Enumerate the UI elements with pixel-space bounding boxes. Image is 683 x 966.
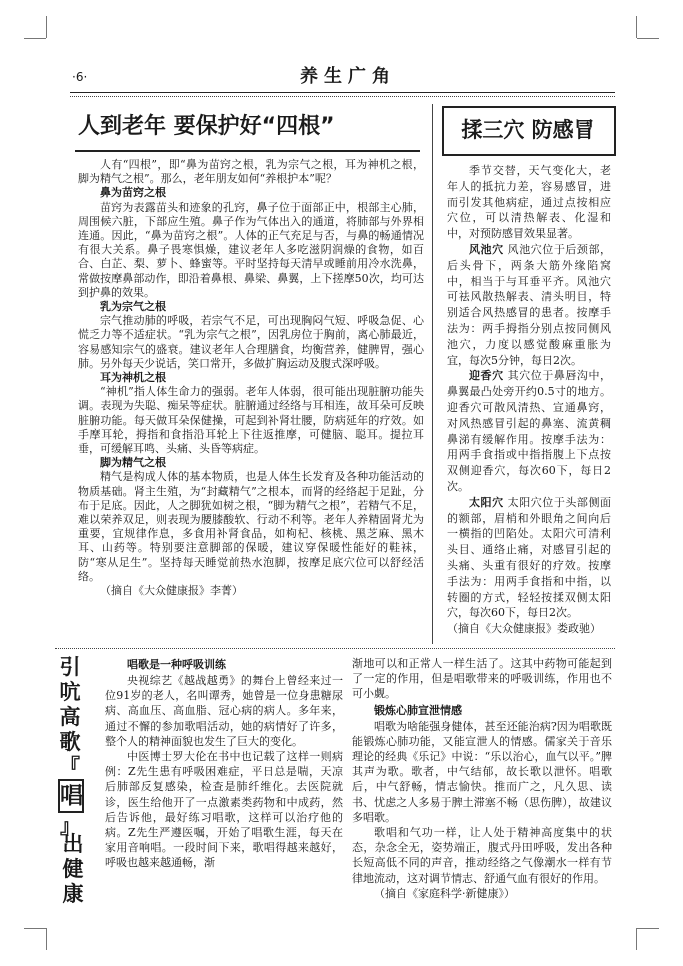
section-divider [55, 648, 615, 649]
acupoint-taiyang [447, 495, 611, 621]
title-char: 高 [59, 705, 81, 729]
crop-mark [24, 38, 46, 39]
crop-mark [46, 16, 47, 38]
title-char: 歌 [59, 730, 81, 754]
title-char: 吭 [59, 680, 81, 704]
article2-body [447, 163, 611, 637]
acupoint-text: 风池穴位于后颈部，后头骨下，两条大筋外缘陷窝中，相当于与耳垂平齐。风池穴可祛风散热解表、清头明目，特别适合风热感冒的患者。按摩手法为：两手拇指分别点按同侧风池穴，力度以感觉酸麻重胀为宜，每次5分钟，每日2次。 [447, 242, 611, 367]
article1-body [78, 158, 424, 598]
acupoint-name: 风池穴 [469, 242, 504, 256]
article1-heading-foot: 脚为精气之根 [100, 456, 166, 470]
acupoint-text: 太阳穴位于头部侧面的额部，眉梢和外眼角之间向后一横指的凹陷处。太阳穴可清利头目、通络止痛，对感冒引起的头痛、头重有很好的疗效。按摩手法为：用两手食指和中指，以转圈的方式，轻轻按揉双侧太阳穴，每次60下，每日2次。 [447, 495, 611, 620]
title-bracket-open: 『 [60, 754, 80, 778]
article3-paragraph: 歌唱和气功一样，让人处于精神高度集中的状态，杂念全无，姿势端正，腹式丹田呼吸，发出各种长短高低不同的声音，推动经络之气像潮水一样有节律地流动，这对调节情志、舒通气血有很好的作用。 [352, 826, 612, 885]
article1-text-foot: 精气是构成人体的基本物质，也是人体生长发育及各种功能活动的物质基础。肾主生殖，为“封藏精气”之根本，而肾的经络起于足趾，分布于足底。因此，人之脚犹如树之根，“脚为精气之根”，若精气不足，难以荣养双足，则表现为腰膝酸软、行动不利等。老年人养精固肾尤为重要，宜规律作息，多食用补肾食品，如枸杞、核桃、黑芝麻、黑木耳、山药等。特别要注意脚部的保暖，建议穿保暖性能好的鞋袜，防“寒从足生”。坚持每天睡觉前热水泡脚，按摩足底穴位可以舒经活络。 [78, 470, 424, 583]
section-title: 养生广角 [300, 66, 396, 87]
article1-text-ear: “神机”指人体生命力的强弱。老年人体弱，很可能出现脏腑功能失调。表现为失聪、痴呆等症状。脏腑通过经络与耳相连，故耳朵可反映脏腑功能。每天做耳朵保健操，可起到补肾壮腰，防病延年的疗效。如手摩耳轮，拇指和食指沿耳轮上下往返推摩，可健脑、聪耳。提拉耳垂，可缓解耳鸣、头痛、头昏等病症。 [78, 385, 424, 456]
column-divider [432, 104, 433, 644]
article1-heading-breast: 乳为宗气之根 [100, 300, 166, 314]
article3-title-left [58, 655, 82, 837]
crop-mark [636, 928, 637, 950]
article3-heading2: 锻炼心肺宣泄情感 [374, 703, 462, 717]
title-char-sing: 唱 [58, 779, 84, 813]
article3-column2 [352, 656, 612, 901]
article1-text-breast: 宗气推动肺的呼吸，若宗气不足，可出现胸闷气短、呼吸急促、心慌乏力等不适症状。“乳为宗气之根”，因乳房位于胸前，离心肺最近，容易感知宗气的盛衰。建议老年人合理膳食，均衡营养，健脾胃，强心肺。另外每天少说话，笑口常开，多做扩胸运动及腹式深呼吸。 [78, 314, 424, 370]
article1-heading-nose: 鼻为苗窍之根 [100, 186, 166, 200]
acupoint-text: 其穴位于鼻唇沟中，鼻翼最凸处旁开约0.5寸的地方。迎香穴可散风清热、宣通鼻窍，对风热感冒引起的鼻塞、流黄稠鼻涕有缓解作用。按摩手法为：用两手食指或中指指腹上下点按双侧迎香穴，每次60下，每日2次。 [447, 369, 611, 493]
article1-title: 人到老年 要保护好“四根” [78, 114, 335, 139]
title-char: 出 [62, 832, 84, 856]
article3-title-right [60, 832, 86, 907]
article3-column1 [105, 656, 343, 871]
article3-heading1: 唱歌是一种呼吸训练 [127, 658, 226, 671]
article2-credit: （摘自《大众健康报》娄政驰） [447, 622, 601, 636]
article3-continuation: 渐地可以和正常人一样生活了。这其中药物可能起到了一定的作用，但是唱歌带来的呼吸训练，作用也不可小觑。 [352, 657, 612, 701]
article1-title-rule [75, 150, 420, 152]
acupoint-fengchi [447, 242, 611, 368]
article3-paragraph: 央视综艺《越战越勇》的舞台上曾经来过一位91岁的老人，名叫谭秀，她曾是一位身患糖尿病、高血压、高血脂、冠心病的病人。多年来，通过不懈的参加歌唱活动，她的病情好了许多，整个人的精神面貌也发生了巨大的变化。 [105, 674, 343, 748]
article1-text-nose: 苗窍为表露苗头和迹象的孔窍，鼻子位于面部正中，根部主心肺，周围候六脏，下部应生殖。鼻子作为气体出入的通道，将肺部与外界相连通。因此，“鼻为苗窍之根”。人体的正气充足与否，与鼻的畅通情况有很大关系。鼻子畏寒惧燥，建议老年人多吃滋阴润燥的食物，如百合、白芷、梨、萝卜、蜂蜜等。平时坚持每天清早或睡前用冷水洗鼻，常做按摩鼻部动作，即沿着鼻根、鼻梁、鼻翼，上下搓摩50次，均可达到护鼻的效果。 [78, 200, 424, 299]
crop-mark [637, 38, 659, 39]
crop-mark [24, 928, 46, 929]
header-dotted-rule [70, 96, 615, 97]
crop-mark [636, 16, 637, 38]
article2-intro: 季节交替，天气变化大，老年人的抵抗力差，容易感冒，进而引发其他病症，通过点按相应穴位，可以清热解表、化湿和中，对预防感冒效果显著。 [447, 164, 611, 241]
crop-mark [637, 928, 659, 929]
page-number: ·6· [72, 70, 88, 84]
title-char: 康 [62, 882, 84, 906]
acupoint-name: 太阳穴 [469, 495, 504, 509]
article1-credit: （摘自《大众健康报》李菁） [100, 584, 243, 598]
article3-paragraph: 中医博士罗大伦在书中也记载了这样一则病例：Z先生患有呼吸困难症，平日总是喘，天凉后肺部反复感染，检查是肺纤维化。去医院就诊，医生给他开了一点激素类药物和中成药，然后告诉他，最好练习唱歌，这样可以治疗他的病。Z先生严遵医嘱，开始了唱歌生涯，每天在家用音响唱。一段时间下来，歌唱得越来越好，呼吸也越来越通畅，渐 [105, 750, 343, 870]
article3-paragraph: 唱歌为啥能强身健体，甚至还能治病?因为唱歌既能锻炼心肺功能，又能宣泄人的情感。儒家关于音乐理论的经典《乐记》中说：“乐以治心，血气以平。”脾其声为歌。歌者，中气结郁，故长歌以泄怀。唱歌后，中气舒畅，情志愉快。推而广之，凡久思、读书、忧虑之人多易于脾土滞塞不畅（思伤脾），故建议多唱歌。 [352, 719, 612, 824]
article1-heading-ear: 耳为神机之根 [100, 371, 166, 385]
article3-credit: （摘自《家庭科学·新健康》） [374, 886, 515, 900]
article1-intro: 人有“四根”，即“鼻为苗窍之根，乳为宗气之根，耳为神机之根，脚为精气之根”。那么，老年朋友如何“养根护本”呢？ [78, 158, 424, 186]
header-rule [70, 92, 615, 93]
title-char: 健 [62, 857, 84, 881]
crop-mark [46, 928, 47, 950]
acupoint-name: 迎香穴 [469, 369, 504, 383]
acupoint-yingxiang [447, 368, 611, 494]
title-char: 引 [59, 655, 81, 679]
title-bracket-close: 』 [60, 814, 80, 838]
article2-title: 揉三穴 防感冒 [461, 118, 595, 142]
